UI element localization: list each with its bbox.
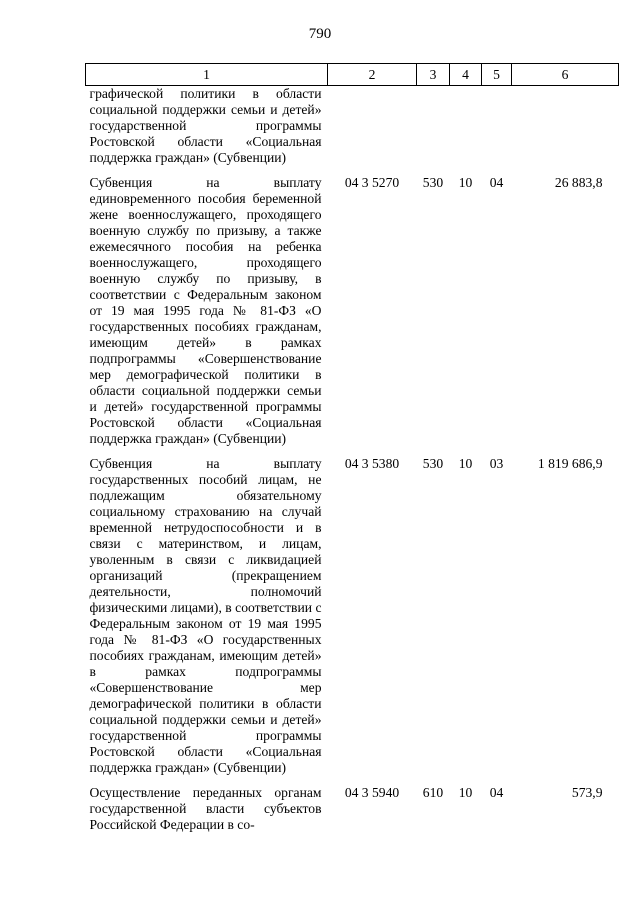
row-subsection: 04 <box>489 785 504 800</box>
row-expense-type <box>417 86 450 167</box>
row-amount <box>512 86 619 167</box>
row-section: 10 <box>458 785 473 800</box>
column-header-1: 1 <box>86 64 328 86</box>
table-row <box>86 166 619 447</box>
column-header-5: 5 <box>482 64 512 86</box>
row-subsection: 03 <box>489 456 504 471</box>
row-amount: 1 819 686,9 <box>537 456 603 471</box>
table-row <box>86 447 619 776</box>
row-amount: 573,9 <box>571 785 603 800</box>
row-target-code <box>328 86 417 167</box>
table-row <box>86 776 619 833</box>
row-expense-type: 530 <box>422 456 444 471</box>
row-section: 10 <box>458 175 473 190</box>
row-amount: 26 883,8 <box>554 175 603 190</box>
row-section: 10 <box>458 456 473 471</box>
row-description: Субвенция на выплату единовременного пособия беременной жене военнослужащего, проходящего военную службу по призыву, а также ежемесячного пособия на ребенка военнослужащего, проходящего военную службу по призыву, в соответствии с Федеральным законом от 19 мая 1995 года № 81-ФЗ «О государственных пособиях гражданам, имеющим детей» в рамках подпрограммы «Совершенствование мер демографической политики в области социальной поддержки семьи и детей» государственной программы Ростовской области «Социальная поддержка граждан» (Субвенции) <box>89 175 322 446</box>
column-header-6: 6 <box>512 64 619 86</box>
page-number: 790 <box>308 26 332 42</box>
column-header-3: 3 <box>417 64 450 86</box>
row-expense-type: 530 <box>422 175 444 190</box>
row-expense-type: 610 <box>422 785 444 800</box>
row-section <box>450 86 482 167</box>
table-row <box>86 86 619 167</box>
column-header-4: 4 <box>450 64 482 86</box>
table-header-row <box>86 64 619 86</box>
row-target-code: 04 3 5380 <box>344 456 400 471</box>
row-target-code: 04 3 5270 <box>344 175 400 190</box>
row-subsection: 04 <box>489 175 504 190</box>
budget-table <box>85 63 619 833</box>
row-description: Субвенция на выплату государственных пособий лицам, не подлежащим обязательному социальному страхованию на случай временной нетрудоспособности и в связи с материнством, и лицам, уволенным в связи с ликвидацией организаций (прекращением деятельности, полномочий физическими лицами), в соответствии с Федеральным законом от 19 мая 1995 года № 81-ФЗ «О государственных пособиях гражданам, имеющим детей» в рамках подпрограммы «Совершенствование мер демографической политики в области социальной поддержки семьи и детей» государственной программы Ростовской области «Социальная поддержка граждан» (Субвенции) <box>89 456 322 775</box>
column-header-2: 2 <box>328 64 417 86</box>
row-target-code: 04 3 5940 <box>344 785 400 800</box>
row-description: графической политики в области социальной поддержки семьи и детей» государственной программы Ростовской области «Социальная поддержка граждан» (Субвенции) <box>89 86 322 165</box>
row-description: Осуществление переданных органам государственной власти субъектов Российской Федерации в со- <box>89 785 322 832</box>
row-subsection <box>482 86 512 167</box>
